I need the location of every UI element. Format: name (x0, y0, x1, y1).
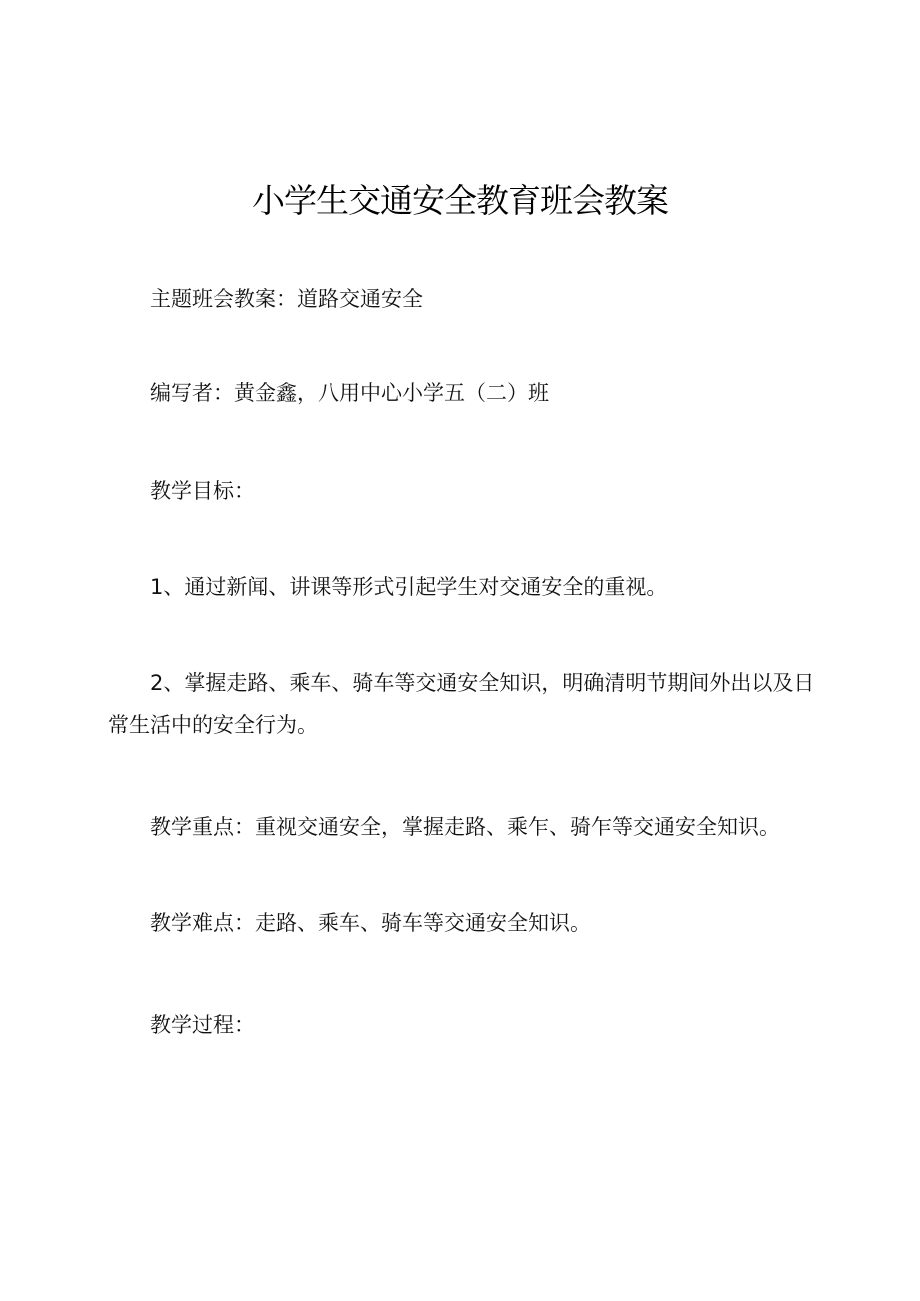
document-title: 小学生交通安全教育班会教案 (252, 181, 668, 220)
objective-item-2 (108, 662, 818, 746)
difficulties-line: 教学难点：走路、乘车、骑车等交通安全知识。 (150, 911, 591, 935)
objective-number: 2 (150, 671, 164, 695)
objectives-heading: 教学目标： (150, 479, 255, 503)
objective-number: 1 (150, 575, 164, 599)
objective-item-1 (108, 566, 818, 608)
process-heading: 教学过程： (150, 1013, 255, 1037)
objective-text: 、掌握走路、乘车、骑车等交通安全知识，明确清明节期间外出以及日常生活中的安全行为。 (108, 671, 815, 737)
theme-line: 主题班会教案：道路交通安全 (150, 287, 423, 311)
objective-text: 、通过新闻、讲课等形式引起学生对交通安全的重视。 (163, 575, 668, 599)
key-points-line: 教学重点：重视交通安全，掌握走路、乘乍、骑乍等交通安全知识。 (150, 815, 780, 839)
author-line: 编写者：黄金鑫，八用中心小学五（二）班 (150, 381, 549, 405)
